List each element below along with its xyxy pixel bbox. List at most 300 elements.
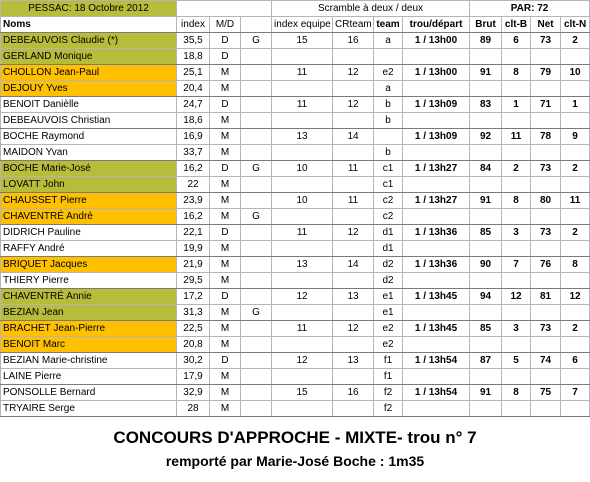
start-hole-time: 1 / 13h45 xyxy=(403,289,470,305)
team-index xyxy=(272,305,333,321)
gross-score: 87 xyxy=(470,353,502,369)
table-row xyxy=(1,257,590,273)
player-md: M xyxy=(210,193,241,209)
net-score: 75 xyxy=(531,385,561,401)
player-name: DIDRICH Pauline xyxy=(1,225,177,241)
net-rank: 2 xyxy=(561,225,590,241)
player-g xyxy=(241,49,272,65)
player-index: 23,9 xyxy=(177,193,210,209)
gross-score: 91 xyxy=(470,193,502,209)
net-score xyxy=(531,81,561,97)
gross-score: 94 xyxy=(470,289,502,305)
table-row xyxy=(1,177,590,193)
net-score: 79 xyxy=(531,65,561,81)
player-name: LAINE Pierre xyxy=(1,369,177,385)
start-hole-time: 1 / 13h54 xyxy=(403,353,470,369)
net-score: 81 xyxy=(531,289,561,305)
player-md: M xyxy=(210,337,241,353)
player-g xyxy=(241,273,272,289)
net-rank: 1 xyxy=(561,97,590,113)
table-row xyxy=(1,81,590,97)
team-code: c1 xyxy=(374,161,403,177)
gross-score xyxy=(470,81,502,97)
header-crteam: CRteam xyxy=(333,17,374,33)
gross-score xyxy=(470,209,502,225)
team-crteam xyxy=(333,209,374,225)
team-code: e2 xyxy=(374,337,403,353)
player-g xyxy=(241,113,272,129)
net-score: 74 xyxy=(531,353,561,369)
gross-score: 91 xyxy=(470,385,502,401)
player-index: 35,5 xyxy=(177,33,210,49)
net-rank xyxy=(561,145,590,161)
team-crteam xyxy=(333,305,374,321)
player-md: M xyxy=(210,113,241,129)
gross-score: 92 xyxy=(470,129,502,145)
gross-rank: 7 xyxy=(502,257,531,273)
table-row xyxy=(1,305,590,321)
table-row xyxy=(1,65,590,81)
team-code: b xyxy=(374,113,403,129)
player-g xyxy=(241,129,272,145)
team-crteam: 12 xyxy=(333,225,374,241)
player-name: BEZIAN Marie-christine xyxy=(1,353,177,369)
net-rank: 10 xyxy=(561,65,590,81)
start-hole-time: 1 / 13h00 xyxy=(403,33,470,49)
start-hole-time: 1 / 13h27 xyxy=(403,193,470,209)
player-index: 18,8 xyxy=(177,49,210,65)
net-score: 73 xyxy=(531,321,561,337)
net-score: 71 xyxy=(531,97,561,113)
team-index xyxy=(272,81,333,97)
team-code: f2 xyxy=(374,385,403,401)
start-hole-time xyxy=(403,369,470,385)
team-crteam xyxy=(333,241,374,257)
start-hole-time xyxy=(403,209,470,225)
start-hole-time xyxy=(403,401,470,417)
player-g xyxy=(241,225,272,241)
team-code: a xyxy=(374,33,403,49)
header-trou-depart: trou/départ xyxy=(403,17,470,33)
player-g xyxy=(241,289,272,305)
gross-rank: 8 xyxy=(502,193,531,209)
player-index: 22 xyxy=(177,177,210,193)
header-md: M/D xyxy=(210,17,241,33)
player-md: M xyxy=(210,241,241,257)
header-index: index xyxy=(177,17,210,33)
team-index xyxy=(272,241,333,257)
team-crteam xyxy=(333,49,374,65)
player-md: D xyxy=(210,161,241,177)
player-name: BRACHET Jean-Pierre xyxy=(1,321,177,337)
player-md: M xyxy=(210,273,241,289)
team-index xyxy=(272,49,333,65)
table-row xyxy=(1,273,590,289)
format-label: Scramble à deux / deux xyxy=(272,1,470,17)
team-crteam: 12 xyxy=(333,321,374,337)
net-rank xyxy=(561,49,590,65)
team-code: e1 xyxy=(374,305,403,321)
gross-rank xyxy=(502,273,531,289)
team-index: 10 xyxy=(272,193,333,209)
player-name: CHOLLON Jean-Paul xyxy=(1,65,177,81)
player-index: 17,2 xyxy=(177,289,210,305)
player-g xyxy=(241,81,272,97)
net-rank xyxy=(561,305,590,321)
gross-rank xyxy=(502,49,531,65)
player-g xyxy=(241,337,272,353)
player-g xyxy=(241,353,272,369)
player-name: CHAVENTRÉ Annie xyxy=(1,289,177,305)
table-row xyxy=(1,369,590,385)
place-date: PESSAC: 18 Octobre 2012 xyxy=(1,1,177,17)
team-index: 15 xyxy=(272,33,333,49)
player-name: CHAUSSET Pierre xyxy=(1,193,177,209)
team-crteam: 16 xyxy=(333,385,374,401)
start-hole-time: 1 / 13h27 xyxy=(403,161,470,177)
net-rank: 2 xyxy=(561,161,590,177)
team-crteam: 12 xyxy=(333,65,374,81)
start-hole-time xyxy=(403,145,470,161)
player-name: DEBEAUVOIS Christian xyxy=(1,113,177,129)
team-crteam: 16 xyxy=(333,33,374,49)
team-index xyxy=(272,145,333,161)
player-g xyxy=(241,385,272,401)
gross-rank xyxy=(502,145,531,161)
team-crteam: 11 xyxy=(333,161,374,177)
player-index: 31,3 xyxy=(177,305,210,321)
player-g xyxy=(241,257,272,273)
player-md: D xyxy=(210,97,241,113)
player-name: BENOIT Marc xyxy=(1,337,177,353)
player-md: M xyxy=(210,81,241,97)
start-hole-time: 1 / 13h36 xyxy=(403,225,470,241)
team-code: b xyxy=(374,97,403,113)
team-code: f2 xyxy=(374,401,403,417)
player-index: 29,5 xyxy=(177,273,210,289)
player-md: M xyxy=(210,209,241,225)
net-rank xyxy=(561,177,590,193)
player-index: 28 xyxy=(177,401,210,417)
gross-rank xyxy=(502,337,531,353)
gross-score xyxy=(470,273,502,289)
net-rank: 7 xyxy=(561,385,590,401)
gross-score xyxy=(470,241,502,257)
table-row xyxy=(1,33,590,49)
gross-score xyxy=(470,113,502,129)
gross-score: 89 xyxy=(470,33,502,49)
net-score: 73 xyxy=(531,33,561,49)
header-noms: Noms xyxy=(1,17,177,33)
team-code xyxy=(374,129,403,145)
player-md: D xyxy=(210,49,241,65)
player-index: 16,2 xyxy=(177,161,210,177)
net-score xyxy=(531,209,561,225)
gross-rank: 1 xyxy=(502,97,531,113)
player-md: D xyxy=(210,33,241,49)
player-md: M xyxy=(210,369,241,385)
team-code: d1 xyxy=(374,241,403,257)
net-score xyxy=(531,113,561,129)
player-index: 25,1 xyxy=(177,65,210,81)
team-index: 13 xyxy=(272,129,333,145)
gross-score xyxy=(470,177,502,193)
header-team: team xyxy=(374,17,403,33)
start-hole-time xyxy=(403,273,470,289)
gross-rank: 8 xyxy=(502,65,531,81)
net-score: 73 xyxy=(531,225,561,241)
team-index xyxy=(272,401,333,417)
gross-rank: 5 xyxy=(502,353,531,369)
player-index: 16,2 xyxy=(177,209,210,225)
team-index: 11 xyxy=(272,225,333,241)
gross-rank: 3 xyxy=(502,321,531,337)
gross-score: 85 xyxy=(470,225,502,241)
player-md: D xyxy=(210,289,241,305)
player-g xyxy=(241,145,272,161)
player-g: G xyxy=(241,161,272,177)
player-index: 24,7 xyxy=(177,97,210,113)
gross-score: 85 xyxy=(470,321,502,337)
net-score xyxy=(531,369,561,385)
player-md: M xyxy=(210,401,241,417)
team-index xyxy=(272,369,333,385)
approach-contest-title: CONCOURS D'APPROCHE - MIXTE- trou n° 7 xyxy=(113,428,477,447)
title-row xyxy=(1,1,590,17)
player-name: LOVATT John xyxy=(1,177,177,193)
net-rank xyxy=(561,273,590,289)
team-crteam xyxy=(333,337,374,353)
gross-rank xyxy=(502,177,531,193)
gross-score: 90 xyxy=(470,257,502,273)
team-index: 11 xyxy=(272,97,333,113)
net-rank xyxy=(561,369,590,385)
net-rank xyxy=(561,401,590,417)
start-hole-time: 1 / 13h36 xyxy=(403,257,470,273)
player-md: M xyxy=(210,65,241,81)
player-index: 33,7 xyxy=(177,145,210,161)
player-md: D xyxy=(210,353,241,369)
player-md: M xyxy=(210,321,241,337)
player-name: MAIDON Yvan xyxy=(1,145,177,161)
player-g xyxy=(241,369,272,385)
team-crteam xyxy=(333,81,374,97)
header-row xyxy=(1,17,590,33)
player-g xyxy=(241,97,272,113)
table-row xyxy=(1,193,590,209)
gross-score: 84 xyxy=(470,161,502,177)
gross-rank xyxy=(502,209,531,225)
table-row xyxy=(1,209,590,225)
table-row xyxy=(1,337,590,353)
net-rank: 12 xyxy=(561,289,590,305)
table-row xyxy=(1,49,590,65)
team-crteam: 13 xyxy=(333,353,374,369)
net-score xyxy=(531,177,561,193)
team-index: 13 xyxy=(272,257,333,273)
net-rank xyxy=(561,113,590,129)
team-crteam: 14 xyxy=(333,129,374,145)
player-name: DEBEAUVOIS Claudie (*) xyxy=(1,33,177,49)
gross-score xyxy=(470,305,502,321)
title-spacer xyxy=(177,1,272,17)
table-row xyxy=(1,401,590,417)
player-name: TRYAIRE Serge xyxy=(1,401,177,417)
team-index xyxy=(272,113,333,129)
gross-rank: 11 xyxy=(502,129,531,145)
table-row xyxy=(1,353,590,369)
net-rank xyxy=(561,209,590,225)
player-index: 21,9 xyxy=(177,257,210,273)
team-code: c2 xyxy=(374,209,403,225)
gross-rank xyxy=(502,369,531,385)
team-code: e2 xyxy=(374,65,403,81)
header-g xyxy=(241,17,272,33)
net-score: 78 xyxy=(531,129,561,145)
gross-score xyxy=(470,145,502,161)
player-name: THIERY Pierre xyxy=(1,273,177,289)
gross-rank xyxy=(502,81,531,97)
team-index: 10 xyxy=(272,161,333,177)
team-index: 12 xyxy=(272,353,333,369)
team-crteam: 12 xyxy=(333,97,374,113)
table-row xyxy=(1,161,590,177)
player-name: BRIQUET Jacques xyxy=(1,257,177,273)
player-g: G xyxy=(241,305,272,321)
gross-rank: 3 xyxy=(502,225,531,241)
player-name: DEJOUY Yves xyxy=(1,81,177,97)
net-score: 80 xyxy=(531,193,561,209)
net-score: 73 xyxy=(531,161,561,177)
gross-rank: 6 xyxy=(502,33,531,49)
player-md: D xyxy=(210,225,241,241)
net-score xyxy=(531,337,561,353)
team-code: c2 xyxy=(374,193,403,209)
team-code: f1 xyxy=(374,369,403,385)
net-rank: 6 xyxy=(561,353,590,369)
table-row xyxy=(1,289,590,305)
player-name: BENOIT Danièlle xyxy=(1,97,177,113)
start-hole-time xyxy=(403,113,470,129)
team-code: e2 xyxy=(374,321,403,337)
player-name: BOCHE Marie-José xyxy=(1,161,177,177)
start-hole-time xyxy=(403,81,470,97)
gross-rank xyxy=(502,305,531,321)
net-rank xyxy=(561,337,590,353)
player-name: GERLAND Monique xyxy=(1,49,177,65)
start-hole-time: 1 / 13h00 xyxy=(403,65,470,81)
player-g xyxy=(241,321,272,337)
header-clt-b: clt-B xyxy=(502,17,531,33)
net-score xyxy=(531,305,561,321)
player-name: RAFFY André xyxy=(1,241,177,257)
team-index: 11 xyxy=(272,65,333,81)
team-crteam xyxy=(333,369,374,385)
player-md: M xyxy=(210,305,241,321)
net-rank: 2 xyxy=(561,321,590,337)
player-g: G xyxy=(241,209,272,225)
player-md: M xyxy=(210,145,241,161)
net-score xyxy=(531,241,561,257)
team-index: 15 xyxy=(272,385,333,401)
player-g xyxy=(241,241,272,257)
player-md: M xyxy=(210,177,241,193)
start-hole-time xyxy=(403,241,470,257)
header-clt-n: clt-N xyxy=(561,17,590,33)
header-brut: Brut xyxy=(470,17,502,33)
team-index xyxy=(272,337,333,353)
start-hole-time: 1 / 13h09 xyxy=(403,97,470,113)
start-hole-time: 1 / 13h09 xyxy=(403,129,470,145)
header-net: Net xyxy=(531,17,561,33)
table-row xyxy=(1,241,590,257)
table-row xyxy=(1,321,590,337)
player-g xyxy=(241,177,272,193)
player-g xyxy=(241,193,272,209)
table-row xyxy=(1,145,590,161)
net-rank: 8 xyxy=(561,257,590,273)
team-crteam xyxy=(333,145,374,161)
player-index: 17,9 xyxy=(177,369,210,385)
net-score xyxy=(531,273,561,289)
team-crteam: 13 xyxy=(333,289,374,305)
gross-rank: 12 xyxy=(502,289,531,305)
player-index: 32,9 xyxy=(177,385,210,401)
player-name: BOCHE Raymond xyxy=(1,129,177,145)
net-rank: 2 xyxy=(561,33,590,49)
player-g: G xyxy=(241,33,272,49)
team-index xyxy=(272,177,333,193)
start-hole-time xyxy=(403,177,470,193)
gross-rank: 8 xyxy=(502,385,531,401)
player-index: 22,5 xyxy=(177,321,210,337)
gross-rank xyxy=(502,113,531,129)
team-code: d2 xyxy=(374,257,403,273)
team-index xyxy=(272,209,333,225)
team-crteam: 14 xyxy=(333,257,374,273)
player-index: 16,9 xyxy=(177,129,210,145)
player-md: M xyxy=(210,129,241,145)
team-code: e1 xyxy=(374,289,403,305)
player-name: PONSOLLE Bernard xyxy=(1,385,177,401)
table-row xyxy=(1,97,590,113)
net-score xyxy=(531,49,561,65)
gross-score xyxy=(470,337,502,353)
team-crteam: 11 xyxy=(333,193,374,209)
gross-rank xyxy=(502,401,531,417)
gross-score: 83 xyxy=(470,97,502,113)
net-rank xyxy=(561,241,590,257)
team-crteam xyxy=(333,113,374,129)
net-score: 76 xyxy=(531,257,561,273)
approach-contest-winner: remporté par Marie-José Boche : 1m35 xyxy=(165,453,425,469)
team-code: a xyxy=(374,81,403,97)
team-code: d1 xyxy=(374,225,403,241)
start-hole-time xyxy=(403,337,470,353)
player-md: M xyxy=(210,257,241,273)
start-hole-time xyxy=(403,49,470,65)
start-hole-time: 1 / 13h45 xyxy=(403,321,470,337)
gross-score: 91 xyxy=(470,65,502,81)
player-index: 20,4 xyxy=(177,81,210,97)
net-rank xyxy=(561,81,590,97)
header-index-equipe: index equipe xyxy=(272,17,333,33)
start-hole-time xyxy=(403,305,470,321)
team-index: 11 xyxy=(272,321,333,337)
team-code xyxy=(374,49,403,65)
gross-score xyxy=(470,49,502,65)
team-code: d2 xyxy=(374,273,403,289)
